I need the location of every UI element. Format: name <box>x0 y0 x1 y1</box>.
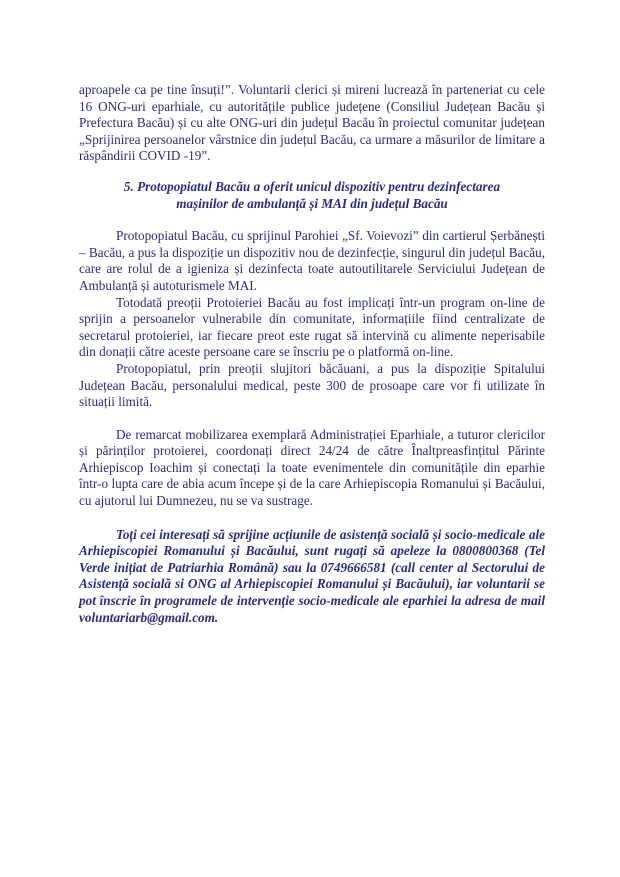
paragraph-mobilization: De remarcat mobilizarea exemplară Administrației Eparhiale, a tuturor clericilor și părinților protoierei, coordonați direct 24/24 de către Înaltpreasfințitul Părinte Arhiepiscop Ioachim și conectați la toate evenimentele din comunitățile din eparhie într-o lupta care de abia acum începe și de la care Arhiepiscopia Romanului și Bacăului, cu ajutorul lui Dumnezeu, nu se va sustrage. <box>79 426 545 509</box>
section-heading: 5. Protopopiatul Bacău a oferit unicul dispozitiv pentru dezinfectarea mașinilor de ambulanță și MAI din județul Bacău <box>123 178 501 211</box>
paragraph-ambulance-device: Protopopiatul Bacău, cu sprijinul Parohiei „Sf. Voievozi” din cartierul Șerbănești – Bacău, a pus la dispoziție un dispozitiv nou de dezinfecție, singurul din județul Bacău, care are rolul de a igieniza și dezinfecta toate autoutilitarele Serviciului Județean de Ambulanță și autoturismele MAI. <box>79 228 545 293</box>
paragraph-online-program: Totodată preoții Protoieriei Bacău au fost implicați într-un program on-line de sprijin a persoanelor vulnerabile din comunitate, informațiile fiind centralizate de secretarul protoieriei, iar fiecare preot este rugat să intervină cu alimente neperisabile din donații către aceste persoane care se înscriu pe o platformă on-line. <box>79 294 545 360</box>
paragraph-towels-hospital: Protopopiatul, prin preoții slujitori băcăuani, a pus la dispoziție Spitalului Județean Bacău, personalului medical, peste 300 de prosoape care vor fi utilizate în situații limită. <box>79 360 545 410</box>
document-body <box>79 82 545 626</box>
closing-paragraph-contact: Toți cei interesați să sprijine acțiunile de asistență socială și socio-medicale ale Arhiepiscopiei Romanului și Bacăului, sunt rugați să apeleze la 0800800368 (Tel Verde inițiat de Patriarhia Română) sau la 0749666581 (call center al Sectorului de Asistență socială si ONG al Arhiepiscopiei Romanului și Bacăului), iar voluntarii se pot înscrie în programele de intervenție socio-medicale ale eparhiei la adresa de mail voluntariarb@gmail.com. <box>79 526 545 625</box>
intro-paragraph: aproapele ca pe tine însuți!”. Voluntarii clerici și mireni lucrează în parteneriat cu cele 16 ONG-uri eparhiale, cu autoritățile publice județene (Consiliul Județean Bacău și Prefectura Bacău) și cu alte ONG-uri din județul Bacău în proiectul comunitar județean „Sprijinirea persoanelor vârstnice din județul Bacău, ca urmare a măsurilor de limitare a răspândirii COVID -19”. <box>79 82 545 164</box>
